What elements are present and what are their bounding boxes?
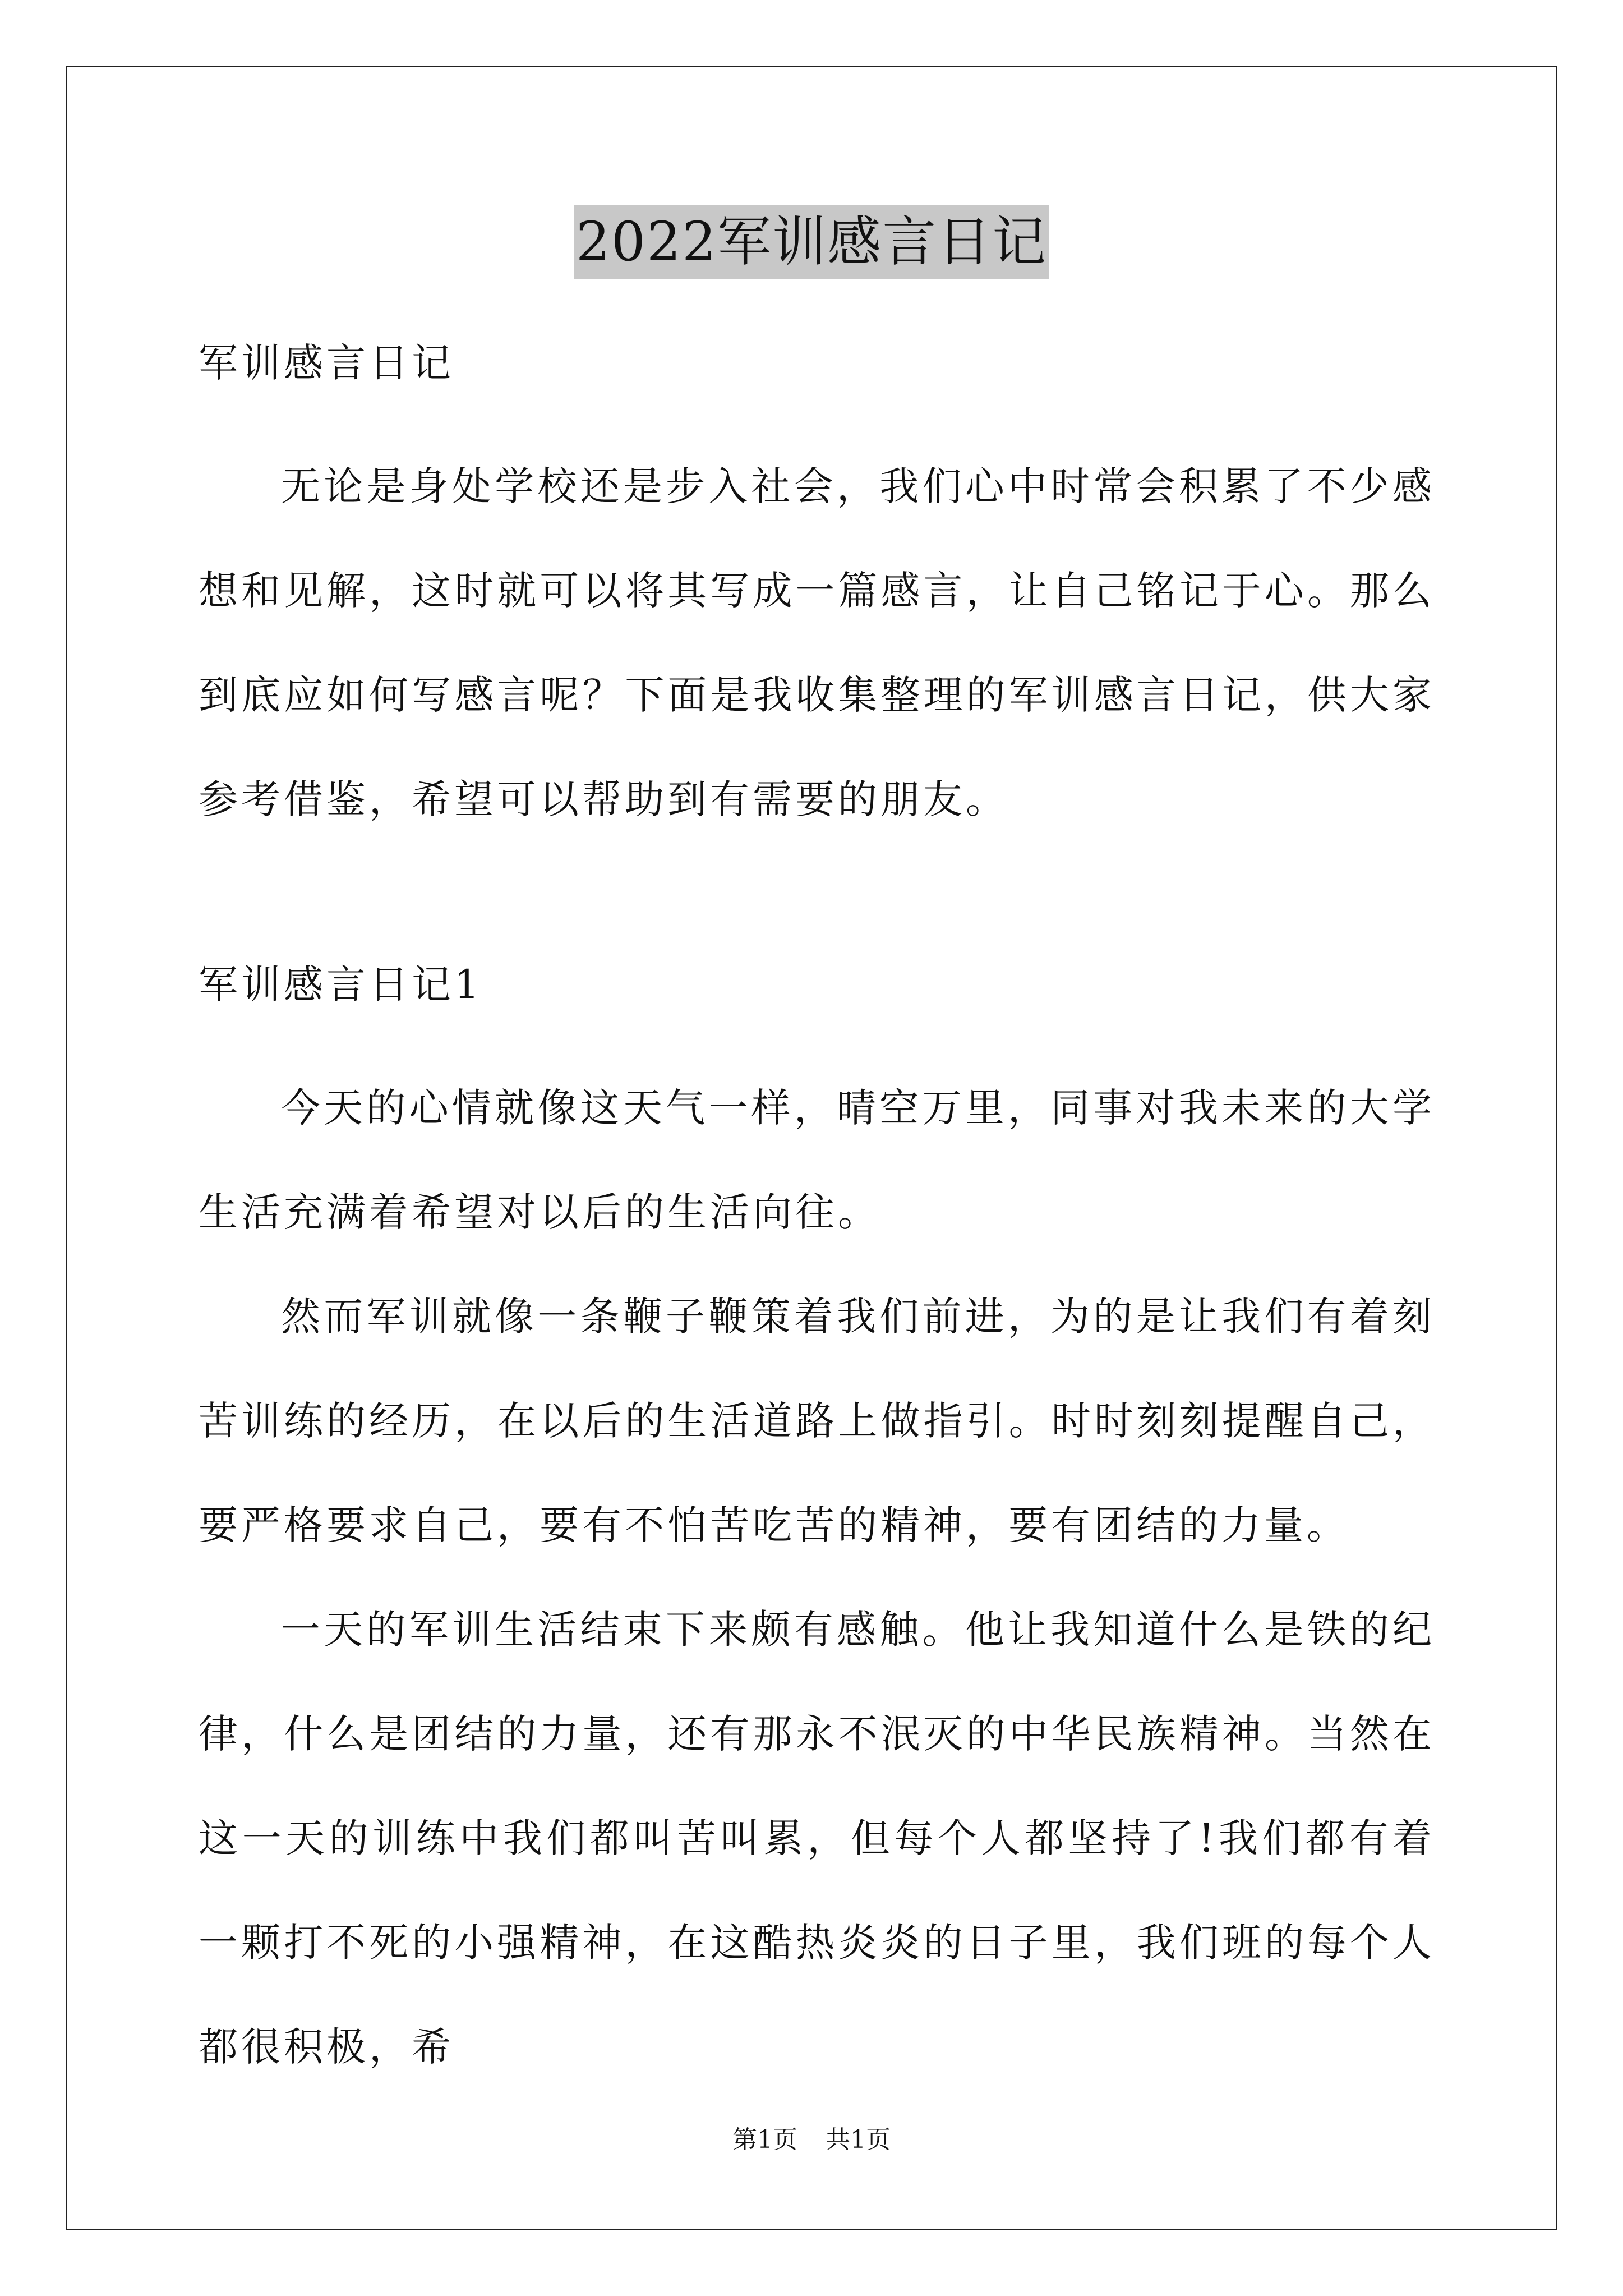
body-paragraph: 一天的军训生活结束下来颇有感触。他让我知道什么是铁的纪律，什么是团结的力量，还有那永不泯灭的中华民族精神。当然在这一天的训练中我们都叫苦叫累，但每个人都坚持了!我们都有着一颗打不死的小强精神，在这酷热炎炎的日子里，我们班的每个人都很积极，希 — [199, 1607, 1435, 2070]
page-footer — [0, 2123, 1623, 2157]
body-paragraph: 今天的心情就像这天气一样，晴空万里，同事对我未来的大学生活充满着希望对以后的生活向往。 — [199, 1085, 1435, 1235]
page-number-current: 第1页 — [732, 2125, 797, 2154]
section-heading-diary-1: 军训感言日记1 — [199, 961, 483, 1007]
section-heading-intro: 军训感言日记 — [199, 340, 454, 386]
body-paragraph: 然而军训就像一条鞭子鞭策着我们前进，为的是让我们有着刻苦训练的经历，在以后的生活道路上做指引。时时刻刻提醒自己，要严格要求自己，要有不怕苦吃苦的精神，要有团结的力量。 — [199, 1294, 1435, 1548]
document-body — [199, 337, 1435, 2099]
document-title: 2022军训感言日记 — [574, 205, 1049, 279]
intro-paragraph: 无论是身处学校还是步入社会，我们心中时常会积累了不少感想和见解，这时就可以将其写成一篇感言，让自己铭记于心。那么到底应如何写感言呢？下面是我收集整理的军训感言日记，供大家参考借鉴，希望可以帮助到有需要的朋友。 — [199, 463, 1435, 822]
page-number-total: 共1页 — [826, 2125, 891, 2154]
title-container — [0, 205, 1623, 279]
